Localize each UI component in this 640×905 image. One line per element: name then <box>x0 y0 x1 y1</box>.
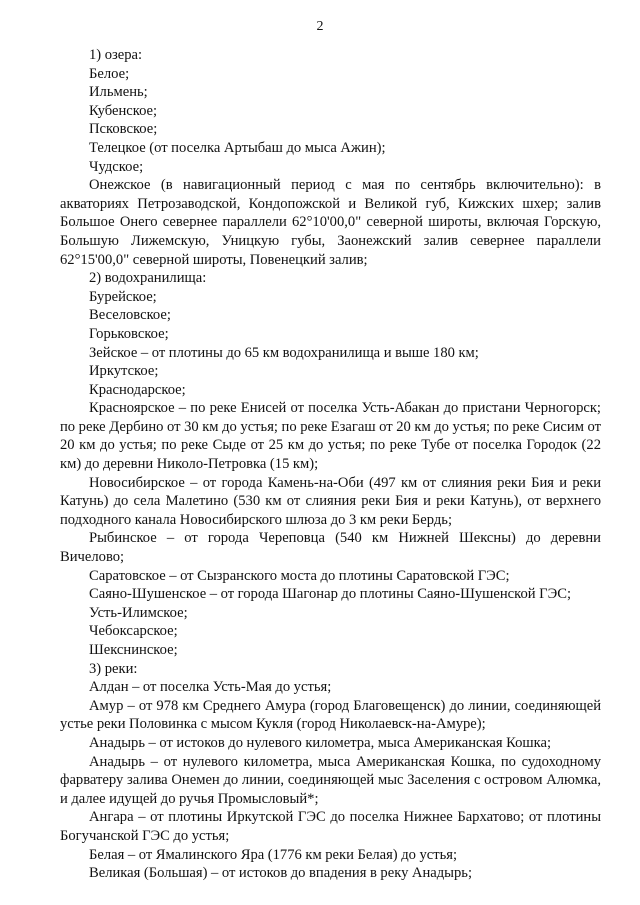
list-item: Новосибирское – от города Камень-на-Оби (497 км от слияния реки Бия и реки Катунь) до села Малетино (530 км от слияния реки Бия и реки Катунь), от верхнего подходного канала Новосибирского шлюза до 3 км реки Бердь; <box>60 474 601 528</box>
list-item: Ильмень; <box>89 84 148 101</box>
list-item: Усть-Илимское; <box>89 604 188 621</box>
list-heading-rivers: 3) реки: <box>89 660 138 677</box>
list-item: Красноярское – по реке Енисей от поселка Усть-Абакан до пристани Черногорск; по реке Дербино от 30 км до устья; по реке Езагаш от 20 км до устья; по реке Сисим от 20 км до устья; по реке Сыде от 25 км до устья; по реке Тубе от поселка Городок (22 км) до деревни Николо-Петровка (15 км); <box>60 400 601 473</box>
list-heading-reservoirs: 2) водохранилища: <box>89 270 207 287</box>
list-item: Веселовское; <box>89 307 171 324</box>
list-item: Зейское – от плотины до 65 км водохранилища и выше 180 км; <box>89 344 479 361</box>
list-item: Великая (Большая) – от истоков до впадения в реку Анадырь; <box>89 865 472 882</box>
list-item: Иркутское; <box>89 363 159 380</box>
list-item: Рыбинское – от города Череповца (540 км Нижней Шексны) до деревни Вичелово; <box>60 530 601 566</box>
list-item: Телецкое (от поселка Артыбаш до мыса Ажин); <box>89 139 386 156</box>
list-item: Анадырь – от нулевого километра, мыса Американская Кошка, по судоходному фарватеру залива Онемен до линии, соединяющей мыс Заселения с островом Алюмка, и далее идущей до ручья Промысловый*; <box>60 753 601 807</box>
list-item: Чебоксарское; <box>89 623 178 640</box>
list-item: Саяно-Шушенское – от города Шагонар до плотины Саяно-Шушенской ГЭС; <box>89 586 572 603</box>
list-item: Кубенское; <box>89 102 158 119</box>
document-body <box>60 46 601 883</box>
list-item: Чудское; <box>89 158 144 175</box>
list-item: Анадырь – от истоков до нулевого километра, мыса Американская Кошка; <box>89 734 552 751</box>
list-item: Ангара – от плотины Иркутской ГЭС до поселка Нижнее Бархатово; от плотины Богучанской ГЭС до устья; <box>60 809 601 844</box>
list-heading-lakes: 1) озера: <box>89 47 143 63</box>
list-item: Горьковское; <box>89 325 169 342</box>
list-item: Белая – от Ямалинского Яра (1776 км реки Белая) до устья; <box>89 846 458 863</box>
list-item: Онежское (в навигационный период с мая по сентябрь включительно): в акваториях Петрозаводской, Кондопожской и Великой губ, Кижских шхер; залив Большое Онего севернее параллели 62°10'00,0" северной широты, включая Горскую, Большую Лижемскую, Уницкую губы, Заонежский залив севернее параллели 62°15'00,0" северной широты, Повенецкий залив; <box>60 177 601 268</box>
list-item: Саратовское – от Сызранского моста до плотины Саратовской ГЭС; <box>89 567 510 584</box>
list-item: Алдан – от поселка Усть-Мая до устья; <box>89 679 332 696</box>
list-item: Шекснинское; <box>89 642 178 658</box>
list-item: Краснодарское; <box>89 381 186 398</box>
page-number: 2 <box>316 19 324 34</box>
list-item: Амур – от 978 км Среднего Амура (город Благовещенск) до линии, соединяющей устье реки Половинка с мысом Кукля (город Николаевск-на-Амуре); <box>60 697 601 733</box>
list-item: Бурейское; <box>89 288 157 305</box>
list-item: Псковское; <box>89 121 158 138</box>
list-item: Белое; <box>89 65 130 82</box>
